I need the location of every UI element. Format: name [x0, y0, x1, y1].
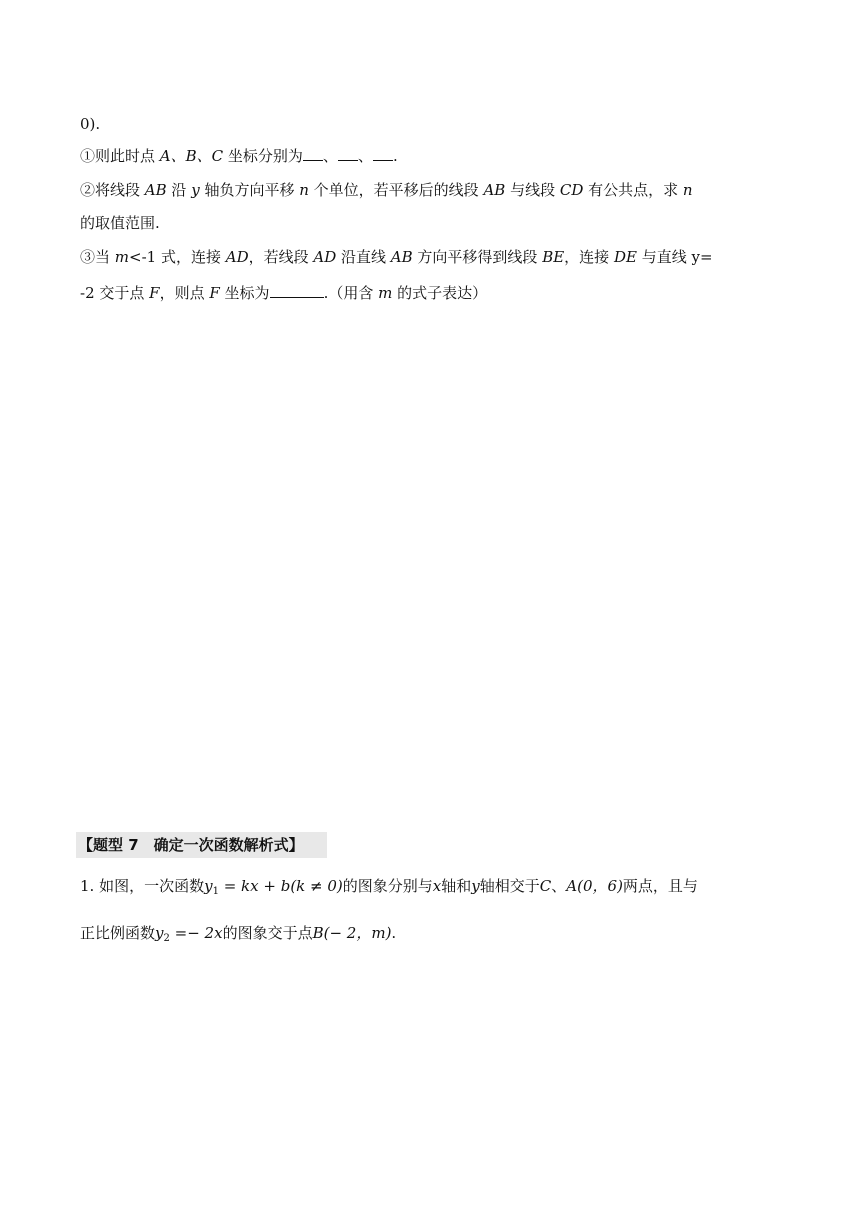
line-text: 的图象分别与 — [342, 877, 433, 895]
var: F — [149, 284, 160, 302]
var: y — [191, 181, 200, 199]
line-text: 个单位，若平移后的线段 — [308, 181, 484, 199]
line-text: 轴和 — [441, 877, 472, 895]
var: A — [566, 877, 578, 895]
equation: =− 2x — [169, 924, 223, 942]
line-text: ②将线段 — [80, 181, 145, 199]
line-text: 1. 如图，一次函数 — [80, 877, 205, 895]
equation: = kx + b — [218, 877, 291, 895]
coordinate: (0，6) — [577, 877, 623, 895]
line-text: 的取值范围. — [80, 214, 160, 232]
var: BE — [542, 248, 565, 266]
var: DE — [613, 248, 637, 266]
line-text: 的式子表达） — [392, 284, 488, 302]
line-text: 正比例函数 — [80, 924, 156, 942]
question-1-line-1 — [80, 875, 698, 903]
line-text: 的图象交于点 — [222, 924, 313, 942]
var: AD — [225, 248, 249, 266]
separator: 、 — [322, 147, 338, 165]
point-labels: A、B、C — [159, 147, 224, 165]
var: m — [114, 248, 130, 266]
answer-blank[interactable] — [373, 146, 393, 161]
line-text: ③当 — [80, 248, 115, 266]
line-text: 与线段 — [505, 181, 560, 199]
var: n — [299, 181, 309, 199]
line-text: .（用含 — [323, 284, 379, 302]
var: x — [432, 877, 442, 895]
line-text: 轴相交于 — [479, 877, 540, 895]
var: y — [471, 877, 480, 895]
line-text: ，连接 — [564, 248, 614, 266]
subscript: 1 — [212, 886, 219, 897]
var: n — [682, 181, 693, 199]
text-line-2 — [80, 180, 693, 200]
line-text: . — [391, 924, 397, 942]
separator: 、 — [551, 877, 567, 895]
line-text: ，则点 — [159, 284, 210, 302]
var: F — [209, 284, 220, 302]
var: m — [378, 284, 393, 302]
line-text: 方向平移得到线段 — [412, 248, 543, 266]
line-text: 轴负方向平移 — [199, 181, 300, 199]
var: AB — [144, 181, 167, 199]
text-line-0 — [80, 114, 100, 134]
text-line-4 — [80, 247, 713, 267]
line-text: 坐标分别为 — [223, 147, 303, 165]
var: y — [155, 924, 164, 942]
var: AB — [390, 248, 413, 266]
line-text: 沿 — [166, 181, 192, 199]
text-line-5 — [80, 283, 487, 303]
line-text: 有公共点，求 — [583, 181, 683, 199]
question-1-line-2 — [80, 922, 396, 950]
text-line-3 — [80, 213, 160, 233]
text-line-1 — [80, 146, 398, 166]
subscript: 2 — [163, 933, 170, 944]
var: C — [539, 877, 552, 895]
line-text: 坐标为 — [219, 284, 270, 302]
var: AB — [483, 181, 506, 199]
var: B — [312, 924, 324, 942]
line-text: -2 交于点 — [80, 284, 150, 302]
line-text: 两点，且与 — [622, 877, 698, 895]
separator: 、 — [357, 147, 373, 165]
section-heading: 【题型 7 确定一次函数解析式】 — [76, 832, 327, 858]
line-text: ①则此时点 — [80, 147, 160, 165]
answer-blank[interactable] — [338, 146, 358, 161]
line-text: <-1 式，连接 — [129, 248, 226, 266]
var: y — [204, 877, 213, 895]
var: AD — [313, 248, 337, 266]
line-text: . — [392, 147, 398, 165]
line-text: 0). — [80, 115, 101, 133]
line-text: ，若线段 — [248, 248, 314, 266]
var: CD — [559, 181, 584, 199]
line-text: 沿直线 — [336, 248, 391, 266]
answer-blank[interactable] — [270, 283, 324, 298]
answer-blank[interactable] — [303, 146, 323, 161]
condition: (k ≠ 0) — [290, 877, 343, 895]
coordinate: (− 2，m) — [323, 924, 392, 942]
line-text: 与直线 y= — [636, 248, 713, 266]
